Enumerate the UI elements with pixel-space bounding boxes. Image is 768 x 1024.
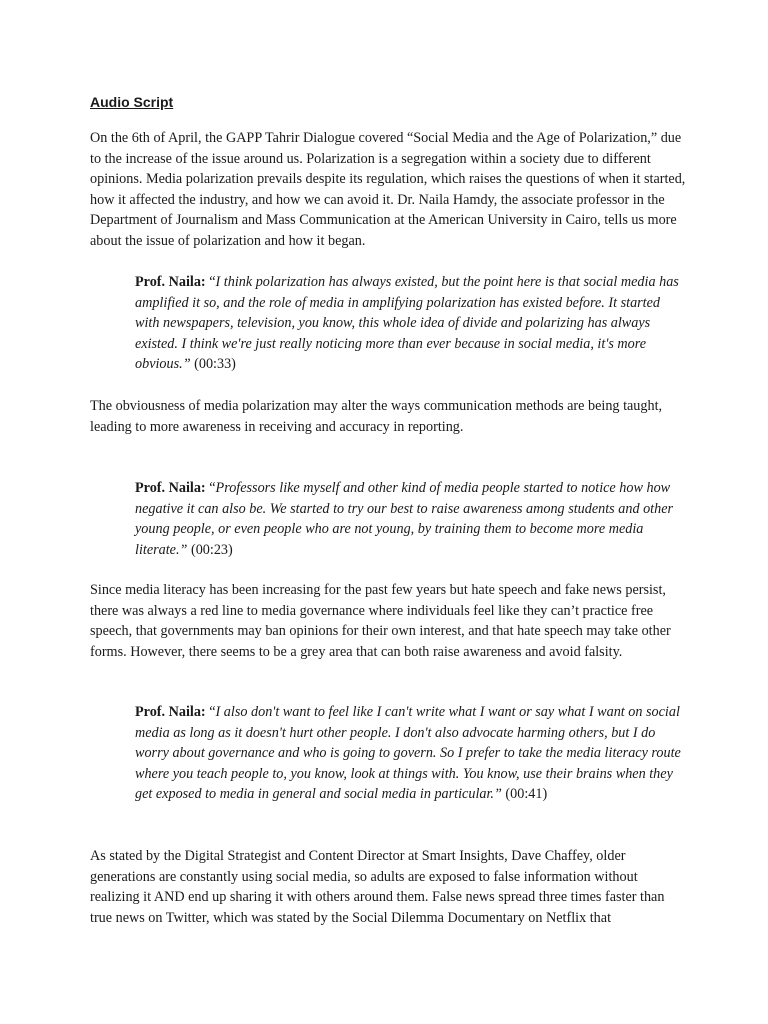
quote-speaker: Prof. Naila: (135, 704, 206, 720)
quote-close-mark: ” (493, 786, 502, 803)
quote-speaker: Prof. Naila: (135, 274, 206, 290)
quote-text: I also don't want to feel like I can't write what I want or say what I want on social media as long as it doesn't hurt other people. I don't also advocate harming others, but I do worry about governance and who is going to govern. So I prefer to take the media literacy route where you teach people to, you know, look at things with. You know, use their brains when they get exposed to media in general and social media in particular. (135, 704, 681, 803)
quote-block-3 (135, 702, 683, 805)
quote-text: Professors like myself and other kind of media people started to notice how how negative it can also be. We started to try our best to raise awareness among students and other young people, or even people who are not young, by training them to become more media literate. (135, 480, 674, 558)
document-title: Audio Script (90, 94, 174, 110)
paragraph-chaffey: As stated by the Digital Strategist and Content Director at Smart Insights, Dave Chaffey, older generations are constantly using social media, so adults are exposed to false information without realizing it AND end up sharing it with others around them. False news spread three times faster than true news on Twitter, which was stated by the Social Dilemma Documentary on Netflix that (90, 848, 665, 926)
paragraph-intro: On the 6th of April, the GAPP Tahrir Dialogue covered “Social Media and the Age of Polarization,” due to the increase of the issue around us. Polarization is a segregation within a society due to different opinions. Media polarization prevails despite its regulation, which raises the questions of when it started, how it affected the industry, and how we can avoid it. Dr. Naila Hamdy, the associate professor in the Department of Journalism and Mass Communication at the American University in Cairo, tells us more about the issue of polarization and how it began. (90, 130, 686, 249)
quote-block-1 (135, 272, 683, 375)
quote-text: I think polarization has always existed, but the point here is that social media has amplified it so, and the role of media in amplifying polarization has existed before. It started with newspapers, television, you know, this whole idea of divide and polarizing has always existed. I think we're just really noticing more than ever because in social media, it's more obvious. (135, 274, 679, 373)
quote-timestamp: (00:23) (187, 541, 233, 558)
paragraph-media-literacy: Since media literacy has been increasing for the past few years but hate speech and fake news persist, there was always a red line to media governance where individuals feel like they can’t practice free speech, that governments may ban opinions for their own interest, and that hate speech may take other forms. However, there seems to be a grey area that can both raise awareness and avoid falsity. (90, 582, 671, 660)
quote-timestamp: (00:41) (501, 786, 548, 803)
paragraph-obviousness: The obviousness of media polarization may alter the ways communication methods are being taught, leading to more awareness in receiving and accuracy in reporting. (90, 398, 663, 435)
quote-close-mark: ” (179, 541, 188, 558)
quote-open-mark: “ (205, 704, 216, 720)
quote-open-mark: “ (205, 480, 216, 496)
quote-open-mark: “ (205, 274, 216, 290)
quote-timestamp: (00:33) (190, 356, 236, 373)
quote-speaker: Prof. Naila: (135, 480, 206, 496)
quote-close-mark: ” (182, 356, 191, 373)
quote-block-2 (135, 478, 683, 560)
